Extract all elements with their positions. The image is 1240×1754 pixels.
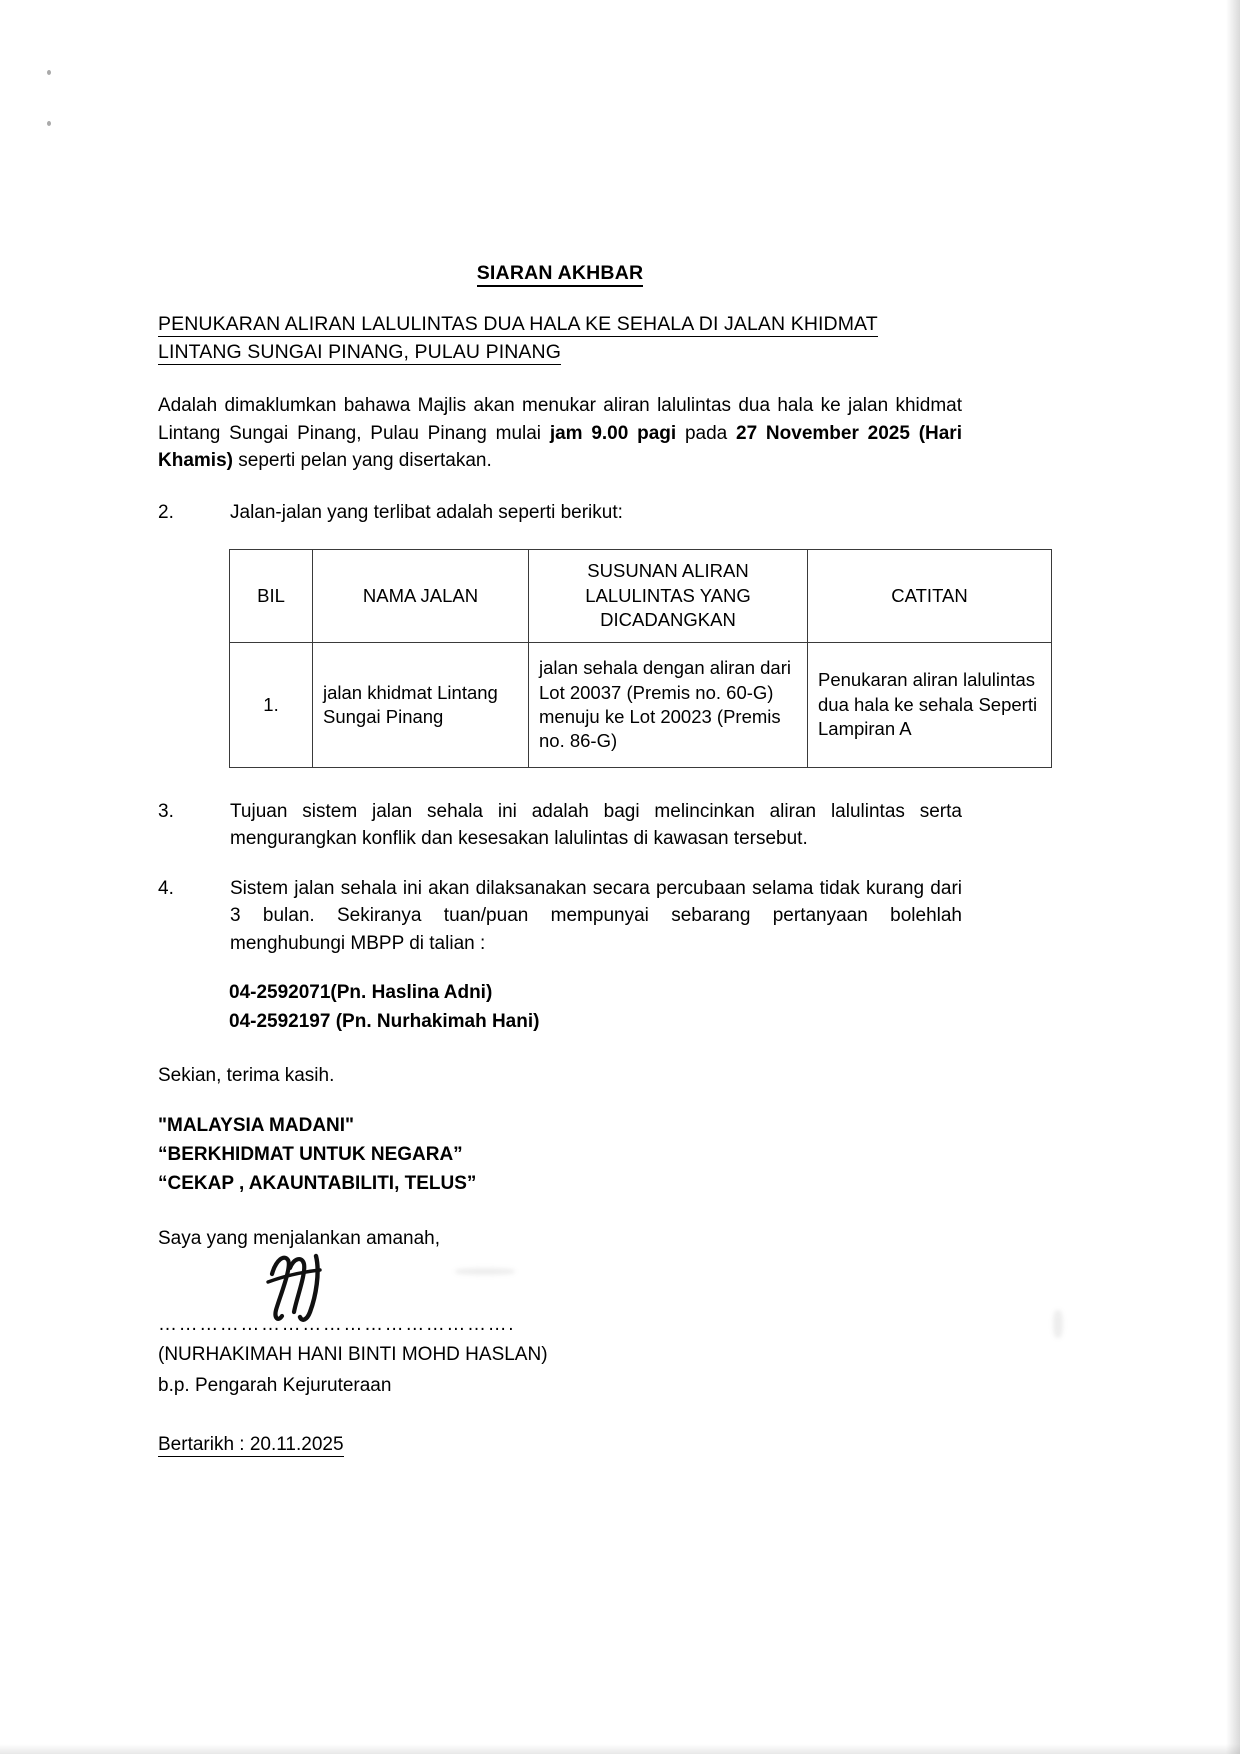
clause-3-number: 3. (158, 800, 174, 822)
intro-text-1: Adalah dimaklumkan bahawa Majlis akan menukar aliran lalulintas dua hala ke jalan khidmat Lintang Sungai Pinang, Pulau Pinang mulai (158, 395, 962, 444)
closing-line: Sekian, terima kasih. (158, 1065, 335, 1087)
subtitle-line-1: PENUKARAN ALIRAN LALULINTAS DUA HALA KE SEHALA DI JALAN KHIDMAT (158, 313, 878, 335)
road-flow-table (229, 549, 1052, 768)
intro-text-2: pada (676, 422, 737, 444)
susunan-header-line-2: LALULINTAS YANG (585, 584, 751, 606)
clause-2-text: Jalan-jalan yang terlibat adalah seperti berikut: (230, 502, 623, 524)
clause-4-number: 4. (158, 877, 174, 899)
signatory-role: b.p. Pengarah Kejuruteraan (158, 1375, 392, 1397)
document-body (158, 262, 1038, 1456)
page-edge-shadow (1226, 0, 1240, 1754)
clause-4-text: Sistem jalan sehala ini akan dilaksanakan secara percubaan selama tidak kurang dari 3 bulan. Sekiranya tuan/puan mempunyai sebarang pertanyaan bolehlah menghubungi MBPP di talian : (230, 877, 962, 954)
scan-smudge (1053, 1310, 1063, 1338)
column-header-bil: BIL (230, 549, 313, 642)
intro-bold-time: jam 9.00 pagi (549, 422, 677, 444)
scan-speck (47, 70, 51, 75)
slogan-cekap: “CEKAP , AKAUNTABILITI, TELUS” (158, 1172, 477, 1194)
intro-text-3: seperti pelan yang disertakan. (232, 450, 492, 472)
slogan-berkhidmat: “BERKHIDMAT UNTUK NEGARA” (158, 1143, 463, 1165)
signatory-name: (NURHAKIMAH HANI BINTI MOHD HASLAN) (158, 1344, 548, 1366)
slogan-malaysia-madani: "MALAYSIA MADANI" (158, 1114, 355, 1136)
clause-3 (158, 798, 962, 853)
date-line (158, 1434, 962, 1456)
phone-haslina: 04-2592071(Pn. Haslina Adni) (229, 982, 493, 1004)
phone-nurhakimah: 04-2592197 (Pn. Nurhakimah Hani) (229, 1010, 540, 1032)
cell-susunan: jalan sehala dengan aliran dari Lot 20037 (Premis no. 60-G) menuju ke Lot 20023 (Premis no. 86-G) (529, 642, 808, 767)
table-header (230, 549, 1052, 642)
clause-2 (158, 499, 962, 527)
intro-paragraph (158, 392, 962, 475)
column-header-susunan (529, 549, 808, 642)
cell-bil: 1. (230, 642, 313, 767)
signature-area (158, 1256, 962, 1342)
page-title-text: SIARAN AKHBAR (477, 262, 644, 287)
column-header-nama: NAMA JALAN (313, 549, 529, 642)
intro-bold-date: 27 November 2025 (Hari Khamis) (158, 422, 962, 472)
susunan-header-line-3: DICADANGKAN (600, 608, 736, 630)
scan-speck (47, 121, 51, 126)
cell-catitan: Penukaran aliran lalulintas dua hala ke sehala Seperti Lampiran A (808, 642, 1052, 767)
susunan-header-line-1: SUSUNAN ALIRAN (587, 560, 749, 582)
clause-2-number: 2. (158, 502, 174, 524)
page-edge-shadow-bottom (0, 1744, 1240, 1754)
page-title (158, 262, 962, 285)
table-header-row (230, 549, 1052, 642)
table-row (230, 642, 1052, 767)
subtitle-line-2: LINTANG SUNGAI PINANG, PULAU PINANG (158, 340, 561, 363)
signature-intro: Saya yang menjalankan amanah, (158, 1228, 441, 1250)
clause-3-text: Tujuan sistem jalan sehala ini adalah bagi melincinkan aliran lalulintas serta mengurangkan konflik dan kesesakan lalulintas di kawasan tersebut. (230, 800, 962, 850)
contact-numbers (158, 979, 962, 1036)
table-body (230, 642, 1052, 767)
slogan-block (158, 1112, 962, 1199)
cell-nama: jalan khidmat Lintang Sungai Pinang (313, 642, 529, 767)
date-line-text: Bertarikh : 20.11.2025 (158, 1434, 344, 1456)
document-subtitle (158, 311, 962, 366)
column-header-catitan: CATITAN (808, 549, 1052, 642)
signature-dotted-line: ……………………………………………. (158, 1314, 516, 1336)
clause-4 (158, 875, 962, 958)
